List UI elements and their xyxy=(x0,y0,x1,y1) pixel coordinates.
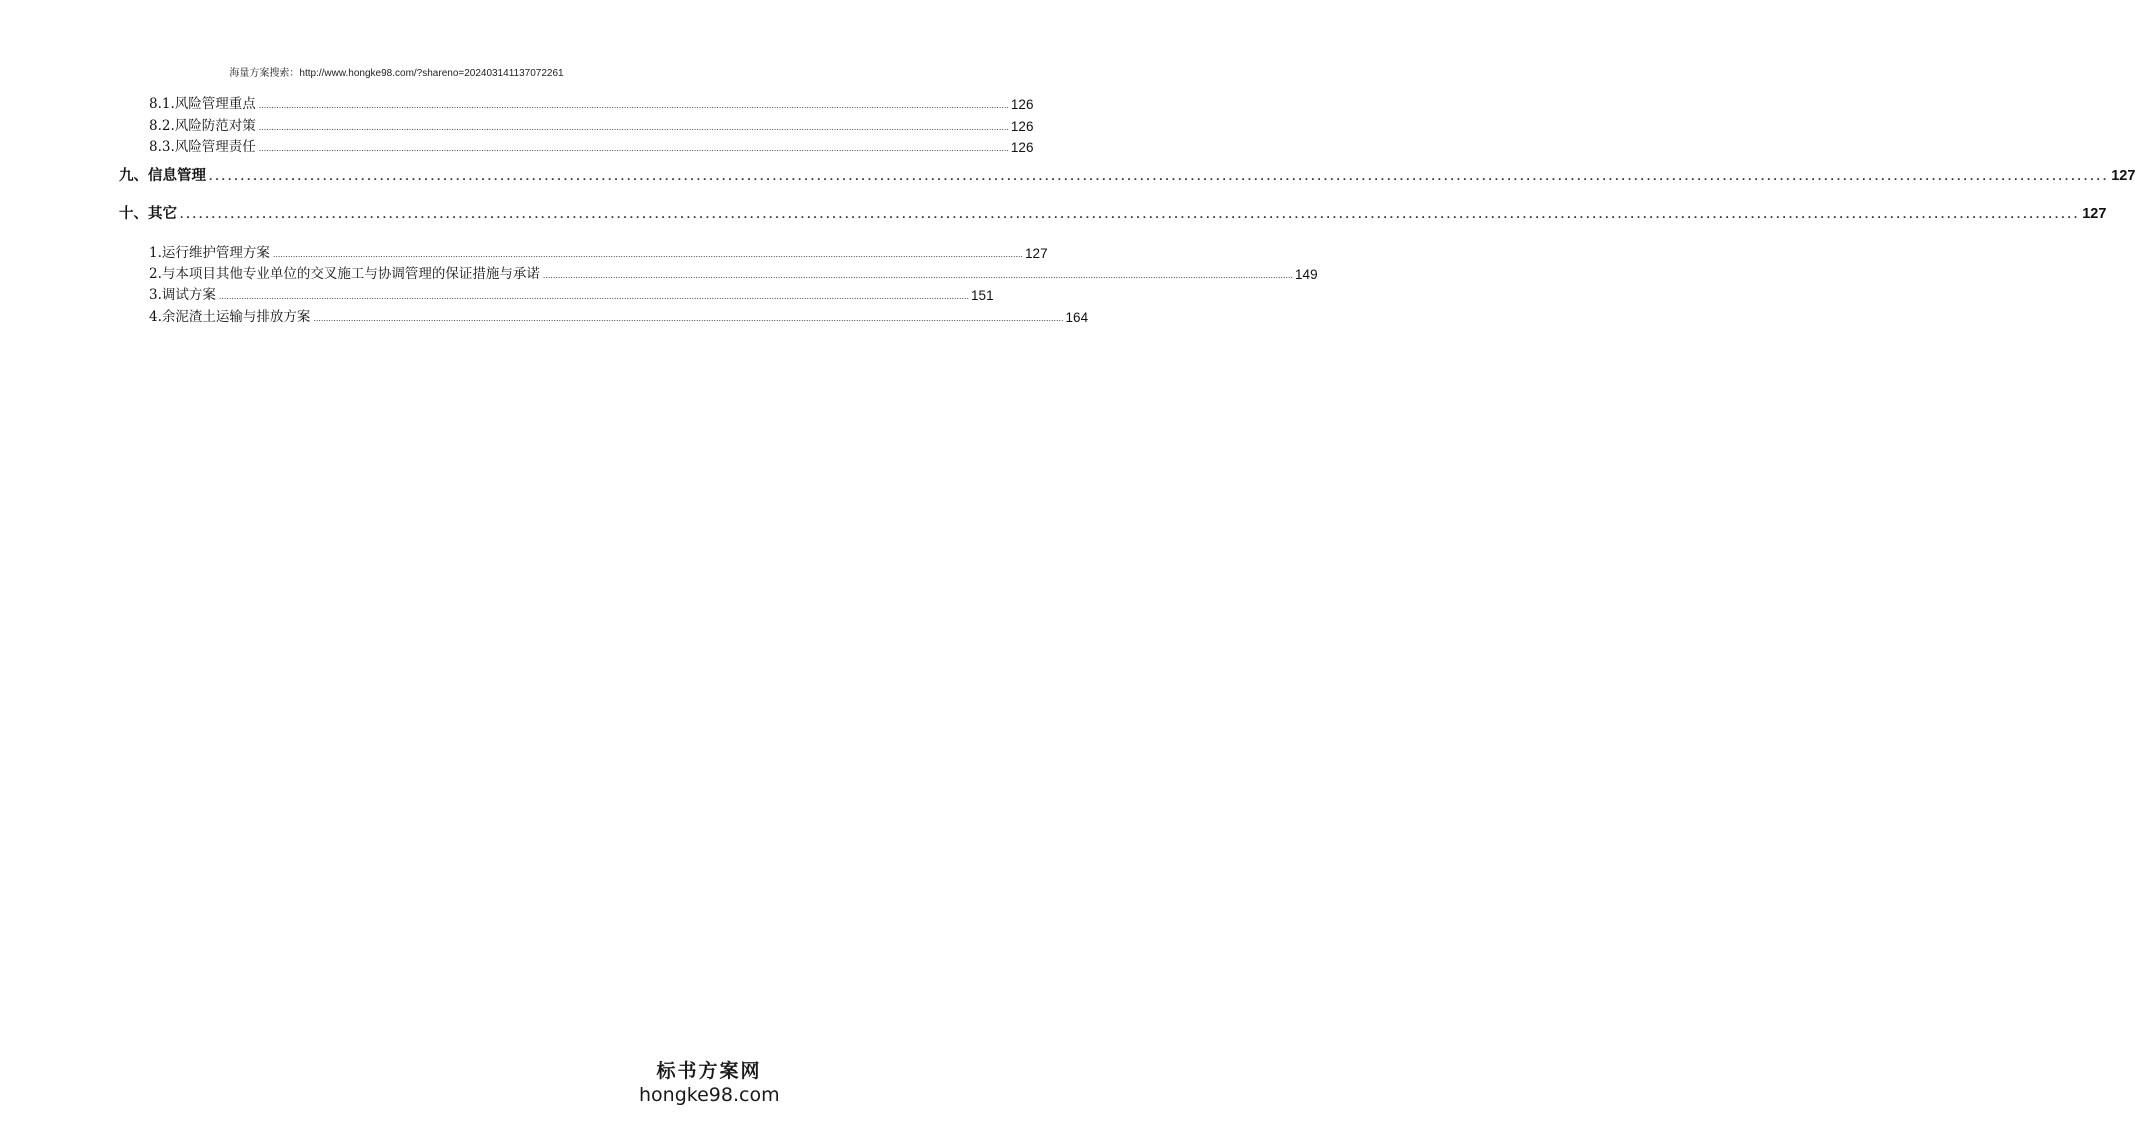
toc-entry-page: 126 xyxy=(1010,140,1034,155)
toc-leader: ............................................................................................................................................................................................................................................................................................................ xyxy=(258,121,1009,132)
toc-entry-10-4[interactable] xyxy=(119,309,1089,325)
toc-entry-title: 十、其它 xyxy=(119,206,177,222)
site-watermark xyxy=(639,1056,779,1106)
toc-entry-title: 九、信息管理 xyxy=(119,168,206,184)
toc-entry-page: 127 xyxy=(2082,206,2107,222)
toc-entry-title: 3.调试方案 xyxy=(149,287,216,303)
toc-entry-10-3[interactable] xyxy=(119,287,994,303)
toc-entry-chapter-9[interactable] xyxy=(119,168,2135,184)
toc-entry-8-3[interactable] xyxy=(119,139,1034,155)
toc-leader: ............................................................................................................................................................................................................................................................................................................ xyxy=(258,99,1009,110)
toc-entry-title: 1.运行维护管理方案 xyxy=(149,245,270,261)
toc-entry-title: 8.1.风险管理重点 xyxy=(149,96,256,112)
toc-entry-page: 126 xyxy=(1010,97,1034,112)
toc-entry-page: 126 xyxy=(1010,119,1034,134)
toc-leader: ............................................................................................................................................................................................................................................................................................................ xyxy=(209,168,2110,183)
toc-leader: ............................................................................................................................................................................................................................................................................................................ xyxy=(313,312,1064,323)
toc-entry-page: 149 xyxy=(1295,267,1318,282)
toc-leader: ............................................................................................................................................................................................................................................................................................................ xyxy=(272,248,1024,259)
toc-entry-page: 127 xyxy=(1025,246,1048,261)
toc-entry-10-1[interactable] xyxy=(119,245,1048,261)
toc-leader: ............................................................................................................................................................................................................................................................................................................ xyxy=(542,269,1294,280)
watermark-chinese: 标书方案网 xyxy=(656,1060,762,1082)
toc-entry-chapter-10[interactable] xyxy=(119,206,2107,222)
toc-entry-page: 127 xyxy=(2111,168,2135,184)
toc-entry-8-1[interactable] xyxy=(119,96,1034,112)
toc-entry-title: 4.余泥渣土运输与排放方案 xyxy=(149,309,311,325)
toc-entry-8-2[interactable] xyxy=(119,118,1034,134)
toc-entry-title: 8.2.风险防范对策 xyxy=(149,118,256,134)
toc-entry-page: 151 xyxy=(971,288,994,303)
toc-entry-title: 2.与本项目其他专业单位的交叉施工与协调管理的保证措施与承诺 xyxy=(149,266,540,282)
toc-leader: ............................................................................................................................................................................................................................................................................................................ xyxy=(218,290,970,301)
toc-entry-title: 8.3.风险管理责任 xyxy=(149,139,256,155)
toc-leader: ............................................................................................................................................................................................................................................................................................................ xyxy=(258,142,1009,153)
toc-entry-10-2[interactable] xyxy=(119,266,1318,282)
watermark-domain: hongke98.com xyxy=(639,1084,780,1106)
toc-entry-page: 164 xyxy=(1065,310,1089,325)
page-header: 海量方案搜索：http://www.hongke98.com/?shareno=202403141137072261 xyxy=(229,68,564,79)
toc-leader: ............................................................................................................................................................................................................................................................................................................ xyxy=(180,206,2081,221)
